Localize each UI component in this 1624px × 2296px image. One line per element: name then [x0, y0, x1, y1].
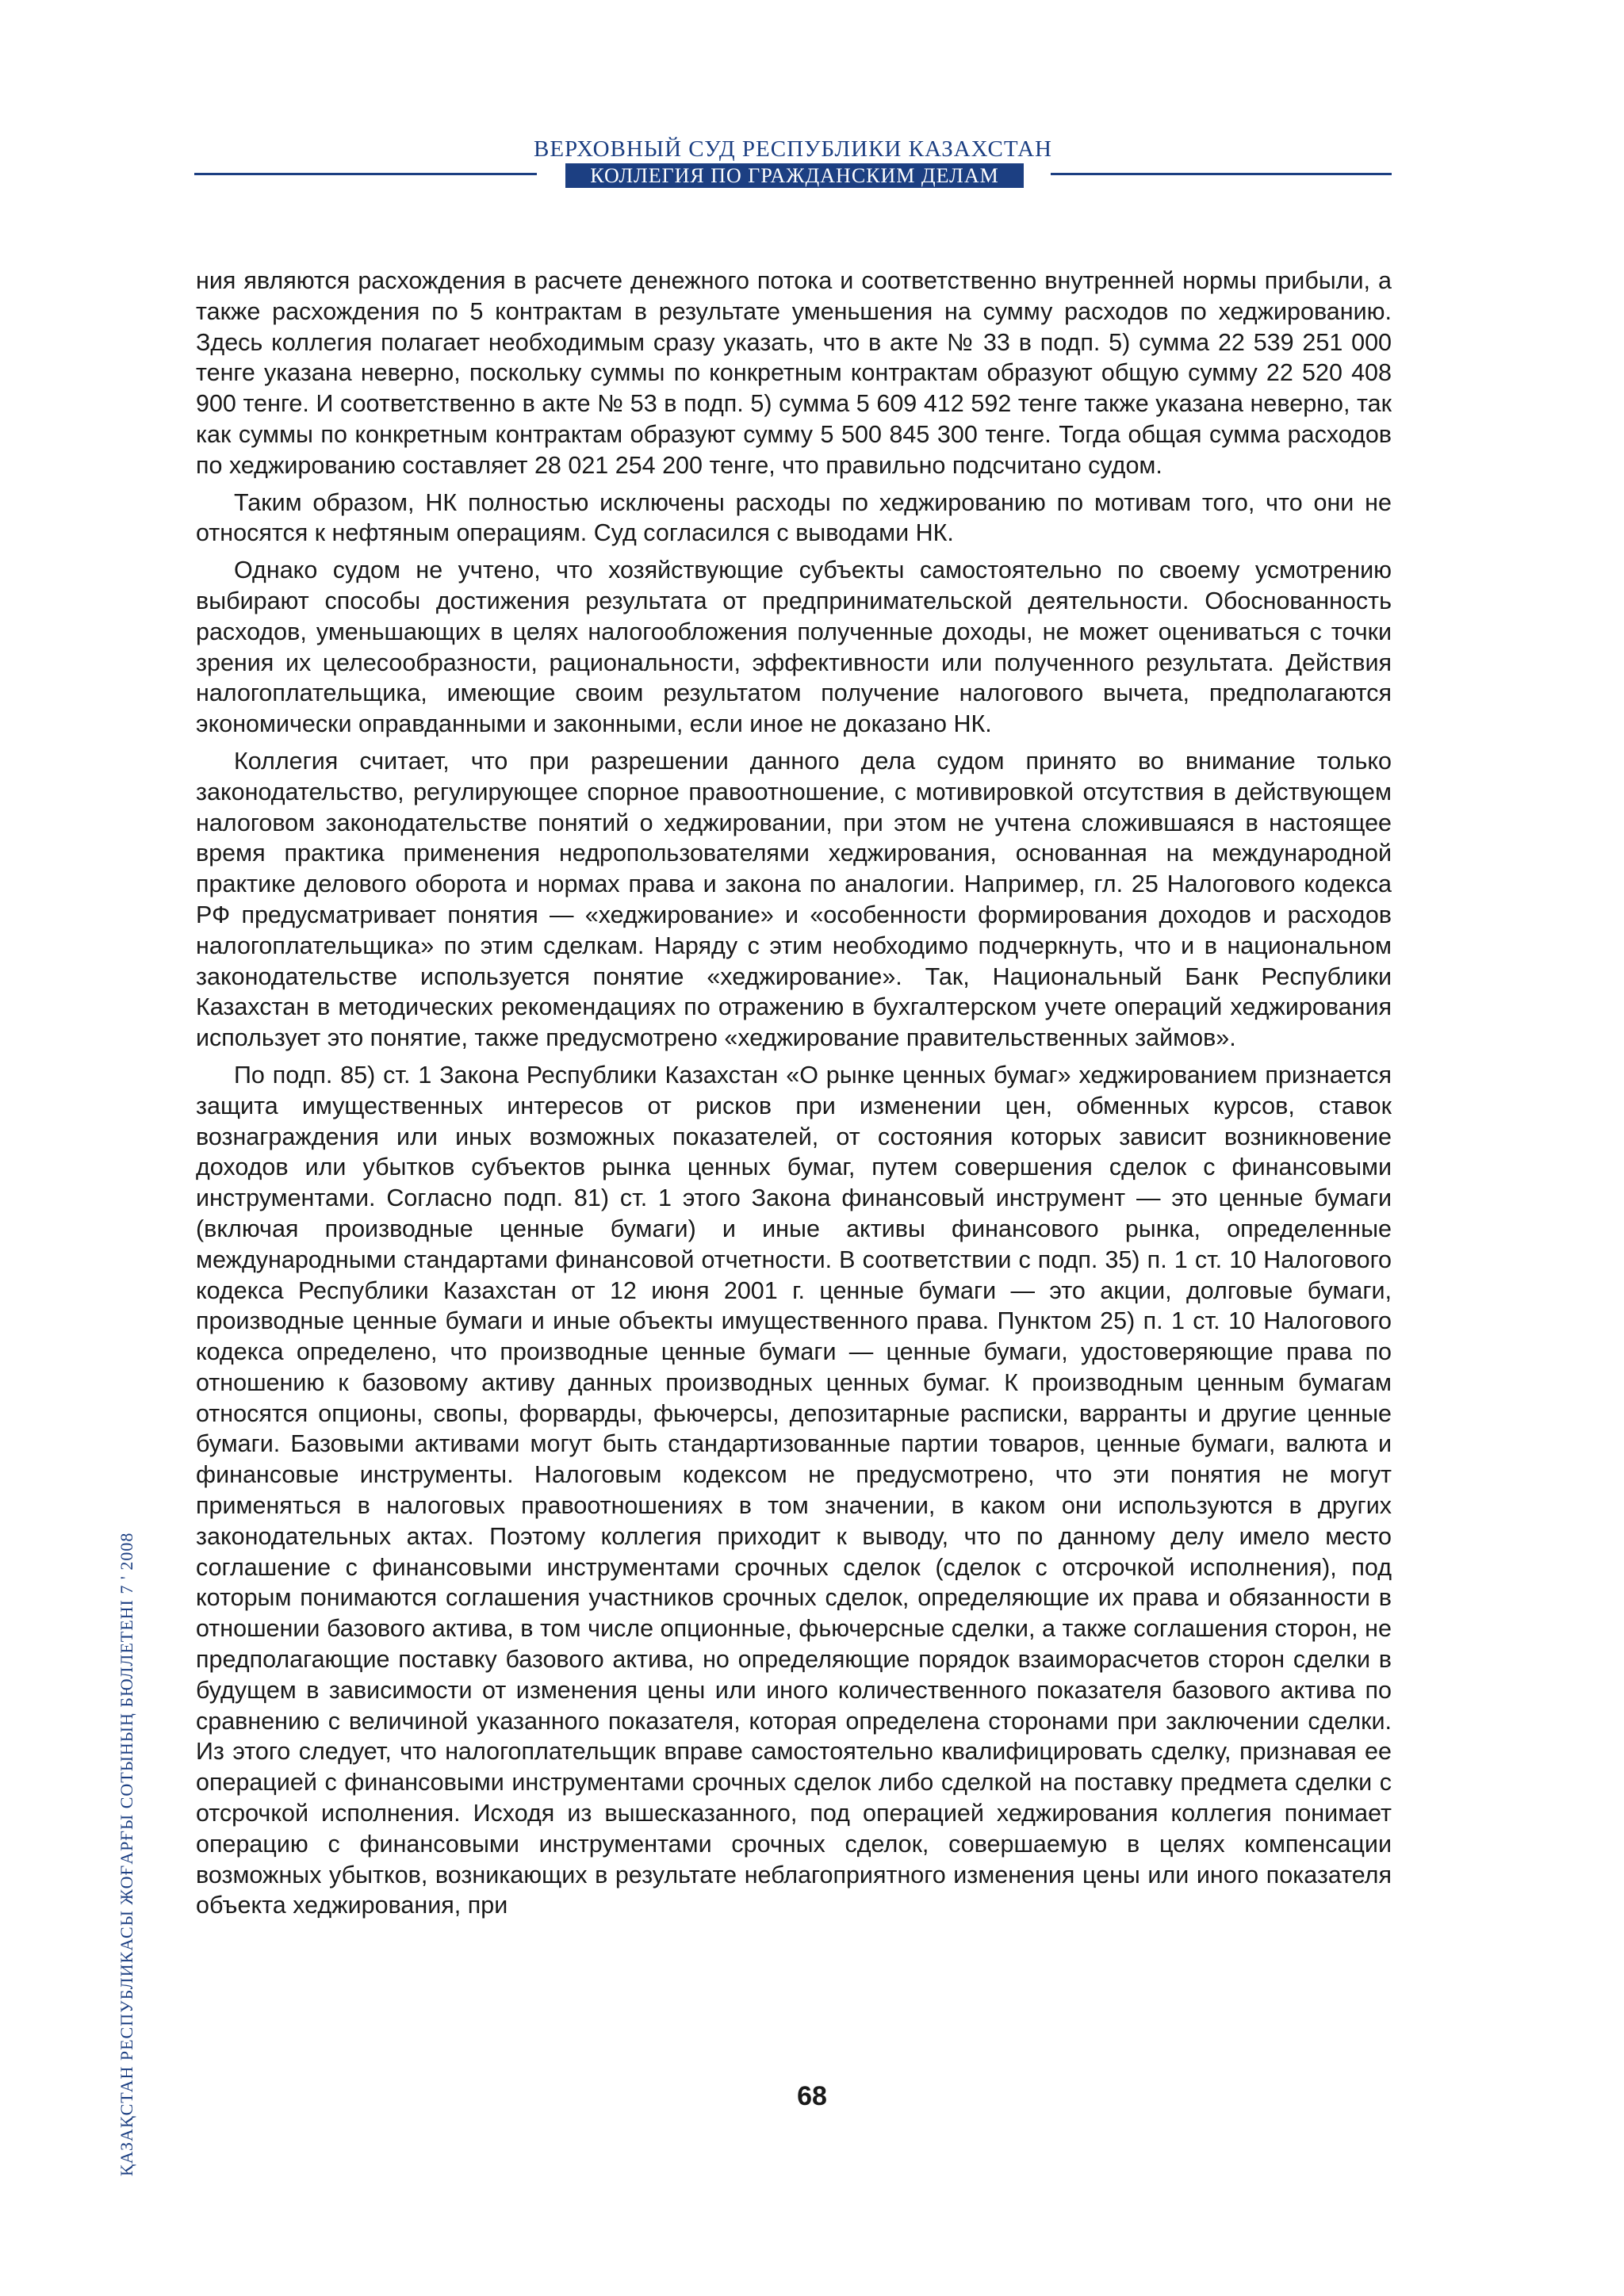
court-name: ВЕРХОВНЫЙ СУД РЕСПУБЛИКИ КАЗАХСТАН — [533, 136, 1053, 162]
paragraph-4: Коллегия считает, что при разрешении данного дела судом принято во внимание только законодательство, регулирующее спорное правоотношение, с мотивировкой отсутствия в действующем налоговом законодательстве понятий о хеджировании, при этом не учтена сложившаяся в настоящее время практика применения недропользователями хеджирования, основанная на международной практике делового оборота и нормах права и закона по аналогии. Например, гл. 25 Налогового кодекса РФ предусматривает понятия — «хеджирование» и «особенности формирования доходов и расходов налогоплательщика» по этим сделкам. Наряду с этим необходимо подчеркнуть, что и в национальном законодательстве используется понятие «хеджирование». Так, Национальный Банк Республики Казахстан в методических рекомендациях по отражению в бухгалтерском учете операций хеджирования использует это понятие, также предусмотрено «хеджирование правительственных займов». — [196, 747, 1392, 1052]
paragraph-5: По подп. 85) ст. 1 Закона Республики Казахстан «О рынке ценных бумаг» хеджированием признается защита имущественных интересов от рисков при изменении цен, обменных курсов, ставок вознаграждения или иных возможных показателей, от состояния которых зависит возникновение доходов или убытков субъектов рынка ценных бумаг, путем совершения сделок с финансовыми инструментами. Согласно подп. 81) ст. 1 этого Закона финансовый инструмент — это ценные бумаги (включая производные ценные бумаги) и иные активы финансового рынка, определенные международными стандартами финансовой отчетности. В соответствии с подп. 35) п. 1 ст. 10 Налогового кодекса Республики Казахстан от 12 июня 2001 г. ценные бумаги — это акции, долговые бумаги, производные ценные бумаги и иные объекты имущественного права. Пунктом 25) п. 1 ст. 10 Налогового кодекса определено, что производные ценные бумаги — ценные бумаги, удостоверяющие права по отношению к базовому активу данных производных ценных бумаг. К производным ценным бумагам относятся опционы, свопы, форварды, фьючерсы, депозитарные расписки, варранты и другие ценные бумаги. Базовыми активами могут быть стандартизованные партии товаров, ценные бумаги, валюта и финансовые инструменты. Налоговым кодексом не предусмотрено, что эти понятия не могут применяться в налоговых правоотношениях в том значении, в каком они используются в других законодательных актах. Поэтому коллегия приходит к выводу, что по данному делу имело место соглашение с финансовыми инструментами срочных сделок (сделок с отсрочкой исполнения), под которым понимаются соглашения участников срочных сделок, определяющие их права и обязанности в отношении базового актива, в том числе опционные, фьючерсные сделки, а также соглашения сторон, не предполагающие поставку базового актива, но определяющие порядок взаиморасчетов сторон сделки в будущем в зависимости от изменения цены или иного количественного показателя базового актива по сравнению с величиной указанного показателя, которая определена сторонами при заключении сделки. Из этого следует, что налогоплательщик вправе самостоятельно квалифицировать сделку, признавая ее операцией с финансовыми инструментами срочных сделок либо сделкой на поставку предмета сделки с отсрочкой исполнения. Исходя из вышесказанного, под операцией хеджирования коллегия понимает операцию с финансовыми инструментами срочных сделок, совершаемую в целях компенсации возможных убытков, возникающих в результате неблагоприятного изменения цены или иного показателя объекта хеджирования, при — [196, 1061, 1392, 1919]
paragraph-3: Однако судом не учтено, что хозяйствующие субъекты самостоятельно по своему усмотрению выбирают способы достижения результата от предпринимательской деятельности. Обоснованность расходов, уменьшающих в целях налогообложения полученные доходы, не может оцениваться с точки зрения их целесообразности, рациональности, эффективности или полученного результата. Действия налогоплательщика, имеющие своим результатом получение налогового вычета, предполагаются экономически оправданными и законными, если иное не доказано НК. — [196, 557, 1392, 738]
side-caption: ҚАЗАҚСТАН РЕСПУБЛИКАСЫ ЖОҒАРҒЫ СОТЫНЫҢ БЮЛЛЕТЕНІ 7 ' 2008 — [117, 1532, 136, 2176]
header-rule-right — [1051, 173, 1392, 175]
paragraph-1: ния являются расхождения в расчете денежного потока и соответственно внутренней нормы прибыли, а также расхождения по 5 контрактам в результате уменьшения на сумму расходов по хеджированию. Здесь коллегия полагает необходимым сразу указать, что в акте № 33 в подп. 5) сумма 22 539 251 000 тенге указана неверно, поскольку суммы по конкретным контрактам образуют общую сумму 22 520 408 900 тенге. И соответственно в акте № 53 в подп. 5) сумма 5 609 412 592 тенге также указана неверно, так как суммы по конкретным контрактам образуют сумму 5 500 845 300 тенге. Тогда общая сумма расходов по хеджированию составляет 28 021 254 200 тенге, что правильно подсчитано судом. — [196, 267, 1392, 479]
paragraph-2: Таким образом, НК полностью исключены расходы по хеджированию по мотивам того, что они не относятся к нефтяным операциям. Суд согласился с выводами НК. — [196, 488, 1392, 547]
section-name-banner: КОЛЛЕГИЯ ПО ГРАЖДАНСКИМ ДЕЛАМ — [565, 163, 1024, 188]
page-header — [194, 136, 1392, 200]
page-number: 68 — [797, 2081, 827, 2111]
document-body — [196, 266, 1392, 1927]
header-rule-left — [194, 173, 537, 175]
